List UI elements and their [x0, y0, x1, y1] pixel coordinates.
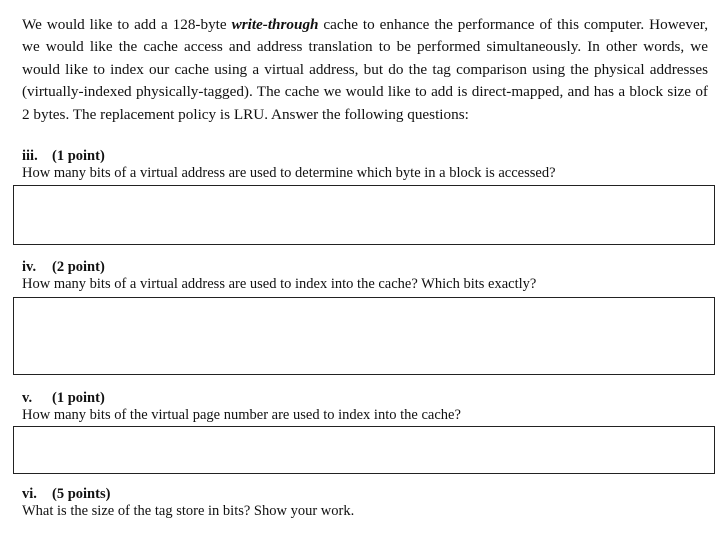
- intro-emphasis: write-through: [231, 16, 319, 33]
- question-iv-number: iv.: [22, 259, 37, 275]
- question-v-number: v.: [22, 390, 33, 406]
- question-iv-text: How many bits of a virtual address are used to index into the cache? Which bits exactly?: [22, 276, 537, 292]
- question-iii-answer-box[interactable]: [13, 185, 715, 245]
- intro-paragraph: [22, 14, 708, 126]
- question-iii-text: How many bits of a virtual address are used to determine which byte in a block is accessed?: [22, 165, 556, 181]
- question-vi-text: What is the size of the tag store in bits? Show your work.: [22, 503, 355, 519]
- question-iii-number: iii.: [22, 148, 38, 164]
- question-vi: [22, 486, 714, 520]
- question-iv: [22, 259, 714, 293]
- question-iii-heading: [22, 148, 714, 165]
- question-iii-points: (1 point): [52, 148, 105, 164]
- question-iv-answer-box[interactable]: [13, 297, 715, 375]
- question-v: [22, 390, 714, 424]
- intro-text-part1: We would like to add a 128-byte: [22, 16, 232, 33]
- question-v-answer-box[interactable]: [13, 426, 715, 474]
- question-vi-points: (5 points): [52, 486, 111, 502]
- question-iv-points: (2 point): [52, 259, 105, 275]
- intro-text-part2: cache to enhance the performance of this computer. However, we would like the cache access and address translation to be performed simultaneously. In other words, we would like to index our cache using a virtual address, but do the tag comparison using the physical addresses (virtually-indexed physically-tagged). The cache we would like to add is direct-mapped, and has a block size of 2 bytes. The replacement policy is LRU. Answer the following questions:: [22, 16, 708, 123]
- question-iii: [22, 148, 714, 182]
- question-v-heading: [22, 390, 714, 407]
- question-vi-number: vi.: [22, 486, 37, 502]
- question-v-points: (1 point): [52, 390, 105, 406]
- question-v-text: How many bits of the virtual page number are used to index into the cache?: [22, 407, 461, 423]
- question-vi-heading: [22, 486, 714, 503]
- question-iv-heading: [22, 259, 714, 276]
- document-page: [22, 14, 708, 519]
